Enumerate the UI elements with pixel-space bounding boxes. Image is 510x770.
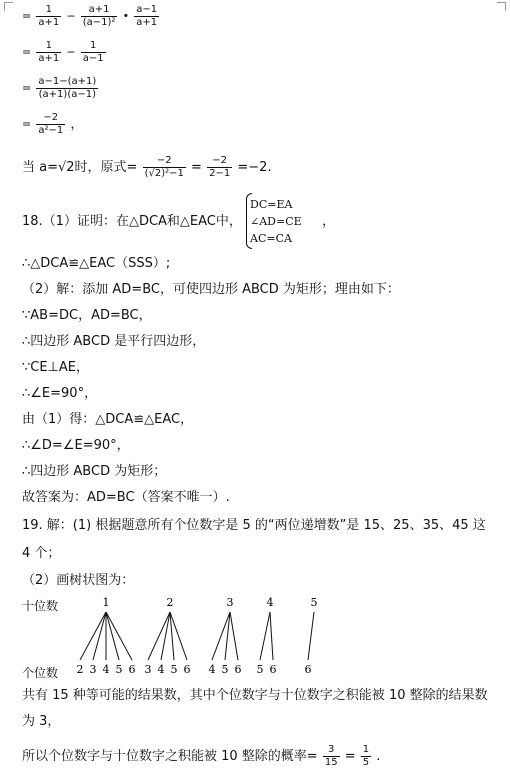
numerator: 1 bbox=[362, 744, 370, 755]
q18-line-7: 由（1）得：△DCA≌△EAC， bbox=[22, 412, 194, 427]
system-line-2: ∠AD=CE bbox=[250, 215, 302, 228]
substitution-text: 当 a=√2时，原式= bbox=[22, 160, 138, 175]
numerator: a−1−(a+1) bbox=[38, 76, 97, 87]
fraction bbox=[361, 744, 371, 769]
denominator: a²−1 bbox=[38, 125, 64, 136]
units-digit: 5 bbox=[221, 663, 229, 676]
units-digit: 2 bbox=[76, 663, 84, 676]
multiply-dot: • bbox=[122, 9, 130, 23]
tree-branch bbox=[270, 612, 273, 660]
tens-digit: 2 bbox=[166, 596, 174, 609]
denominator: (√2)²−1 bbox=[144, 168, 184, 179]
units-digit: 4 bbox=[157, 663, 165, 676]
units-digit: 6 bbox=[304, 663, 312, 676]
denominator: 15 bbox=[324, 757, 338, 768]
tens-digit: 3 bbox=[226, 596, 234, 609]
numerator: −2 bbox=[36, 112, 65, 125]
minus-sign: − bbox=[66, 9, 76, 23]
units-digit: 5 bbox=[115, 663, 123, 676]
tree-branch bbox=[106, 612, 119, 660]
result-text: =−2. bbox=[237, 160, 272, 175]
q18-line-1: ∴△DCA≌△EAC（SSS）; bbox=[22, 256, 171, 271]
tree-branch bbox=[260, 612, 270, 660]
tree-branch bbox=[170, 612, 174, 660]
units-digit: 6 bbox=[234, 663, 242, 676]
q18-line-4: ∴四边形 ABCD 是平行四边形， bbox=[22, 334, 206, 349]
q19-line-3: （2）画树状图为： bbox=[22, 573, 135, 588]
units-digit: 6 bbox=[183, 663, 191, 676]
tree-top-label: 十位数 bbox=[22, 599, 59, 613]
q18-line-10: 故答案为：AD=BC（答案不唯一）. bbox=[22, 490, 230, 505]
tree-bottom-label: 个位数 bbox=[22, 666, 59, 680]
units-digit: 6 bbox=[128, 663, 136, 676]
punctuation: ， bbox=[70, 117, 84, 132]
numerator: 1 bbox=[36, 40, 61, 53]
numerator: −2 bbox=[207, 155, 232, 168]
q19-line-1: 19. 解：(1) 根据题意所有个位数字是 5 的“两位递增数”是 15、25、35、45 这 bbox=[22, 518, 486, 533]
probability-text: 所以个位数字与十位数字之积能被 10 整除的概率= bbox=[22, 749, 318, 764]
q19-line-4: 共有 15 种等可能的结果数，其中个位数字与十位数字之积能被 10 整除的结果数 bbox=[22, 688, 488, 703]
denominator: a+1 bbox=[38, 53, 60, 64]
tree-branch bbox=[230, 612, 238, 660]
q18-line-2: （2）解：添加 AD=BC，可使四边形 ABCD 为矩形；理由如下： bbox=[22, 282, 400, 297]
equals-sign: = bbox=[191, 160, 202, 175]
tree-branch bbox=[308, 612, 314, 660]
equals-sign: = bbox=[22, 81, 32, 95]
q18-line-8: ∴∠D=∠E=90°， bbox=[22, 438, 130, 453]
system-line-3: AC=CA bbox=[250, 232, 292, 245]
numerator: 1 bbox=[81, 40, 106, 53]
units-digit: 3 bbox=[89, 663, 97, 676]
denominator: a+1 bbox=[136, 17, 158, 28]
q18-line-9: ∴四边形 ABCD 为矩形； bbox=[22, 464, 167, 479]
units-digit: 5 bbox=[256, 663, 264, 676]
units-digit: 4 bbox=[208, 663, 216, 676]
system-line-1: DC=EA bbox=[250, 198, 293, 211]
equals-sign: = bbox=[22, 45, 32, 59]
numerator: a+1 bbox=[81, 4, 118, 17]
system-tail: ， bbox=[322, 214, 336, 229]
tree-branch bbox=[161, 612, 170, 660]
punctuation: . bbox=[376, 749, 381, 764]
tens-digit: 1 bbox=[102, 596, 110, 609]
numerator: a−1 bbox=[136, 4, 158, 15]
tens-digit: 5 bbox=[310, 596, 318, 609]
denominator: 2−1 bbox=[209, 168, 231, 179]
q18-line-5: ∵CE⊥AE， bbox=[22, 360, 89, 375]
tens-digit: 4 bbox=[266, 596, 274, 609]
tree-branch bbox=[106, 612, 132, 660]
tree-branch bbox=[170, 612, 187, 660]
units-digit: 6 bbox=[269, 663, 277, 676]
q18-line-6: ∴∠E=90°， bbox=[22, 386, 98, 401]
denominator: a−1 bbox=[82, 53, 104, 64]
q19-line-2: 4 个； bbox=[22, 546, 61, 561]
equals-sign: = bbox=[344, 749, 356, 764]
denominator: 5 bbox=[362, 757, 370, 768]
units-digit: 3 bbox=[144, 663, 152, 676]
tree-branch bbox=[93, 612, 106, 660]
numerator: 1 bbox=[36, 4, 61, 17]
tree-branch bbox=[80, 612, 106, 660]
numerator: −2 bbox=[143, 155, 186, 168]
denominator: a+1 bbox=[38, 17, 60, 28]
q19-line-5: 为 3， bbox=[22, 714, 61, 729]
equals-sign: = bbox=[22, 117, 32, 131]
units-digit: 5 bbox=[170, 663, 178, 676]
q18-line-3: ∵AB=DC，AD=BC， bbox=[22, 308, 152, 323]
q19-line-6 bbox=[22, 744, 380, 769]
q18-intro: 18.（1）证明：在△DCA和△EAC中， bbox=[22, 214, 242, 229]
denominator: (a+1)(a−1) bbox=[38, 89, 96, 100]
minus-sign: − bbox=[66, 45, 76, 59]
units-digit: 4 bbox=[102, 663, 110, 676]
fraction bbox=[323, 744, 340, 769]
equals-sign: = bbox=[22, 9, 32, 23]
tree-branch bbox=[148, 612, 170, 660]
numerator: 3 bbox=[323, 744, 340, 757]
denominator: (a−1)² bbox=[82, 17, 116, 28]
